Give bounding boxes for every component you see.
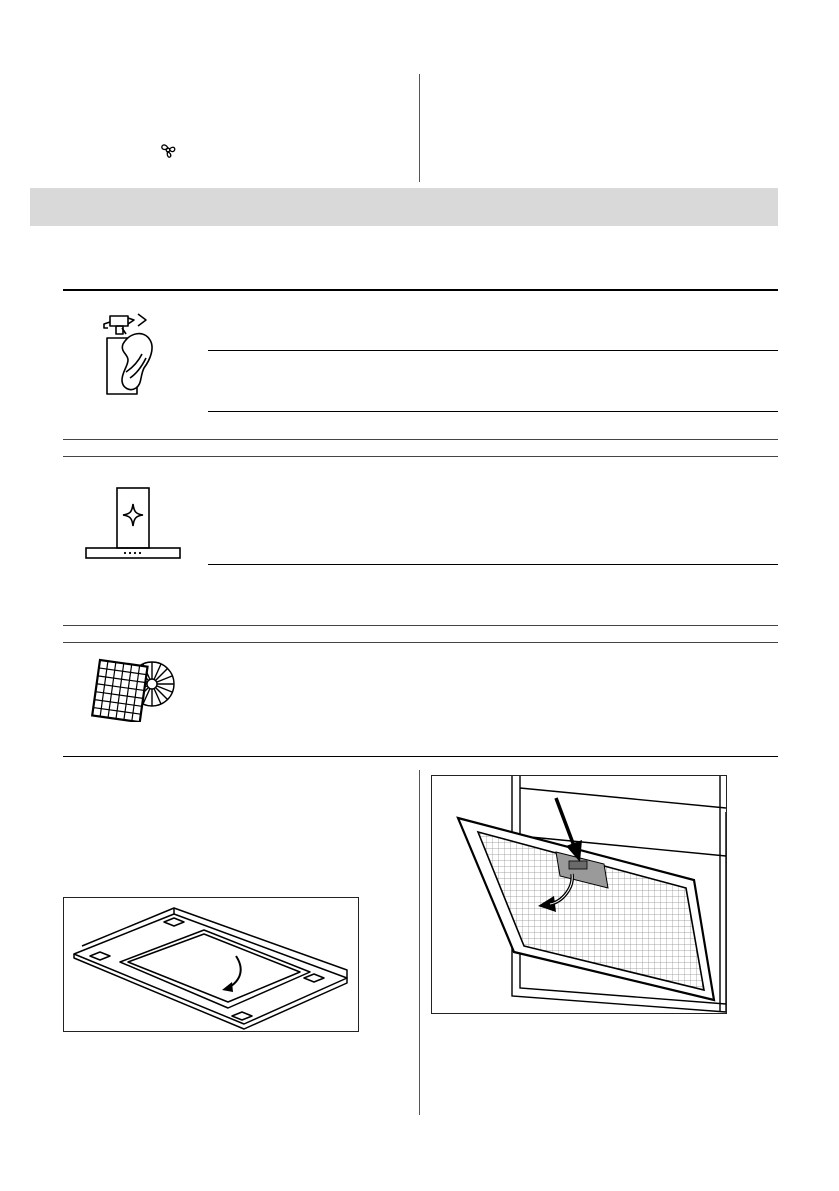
bottom-column-divider bbox=[419, 770, 420, 1115]
fan-icon bbox=[158, 140, 178, 160]
row1-cell-divider-2 bbox=[208, 411, 778, 412]
table-bottom-rule bbox=[63, 756, 778, 757]
top-column-divider bbox=[419, 74, 420, 182]
row-separator bbox=[63, 642, 778, 643]
hood-shine-icon bbox=[84, 486, 182, 562]
row-separator bbox=[63, 625, 778, 626]
hood-underside-figure bbox=[63, 897, 359, 1032]
filter-release-figure bbox=[431, 775, 727, 1014]
spray-bottle-cloth-icon bbox=[98, 308, 162, 400]
grease-filter-icon bbox=[80, 652, 176, 722]
section-header-bar bbox=[30, 188, 778, 226]
row2-cell-divider bbox=[208, 564, 778, 565]
row-separator bbox=[63, 439, 778, 440]
table-top-rule bbox=[63, 289, 778, 291]
row-separator bbox=[63, 456, 778, 457]
row1-cell-divider bbox=[208, 350, 778, 351]
